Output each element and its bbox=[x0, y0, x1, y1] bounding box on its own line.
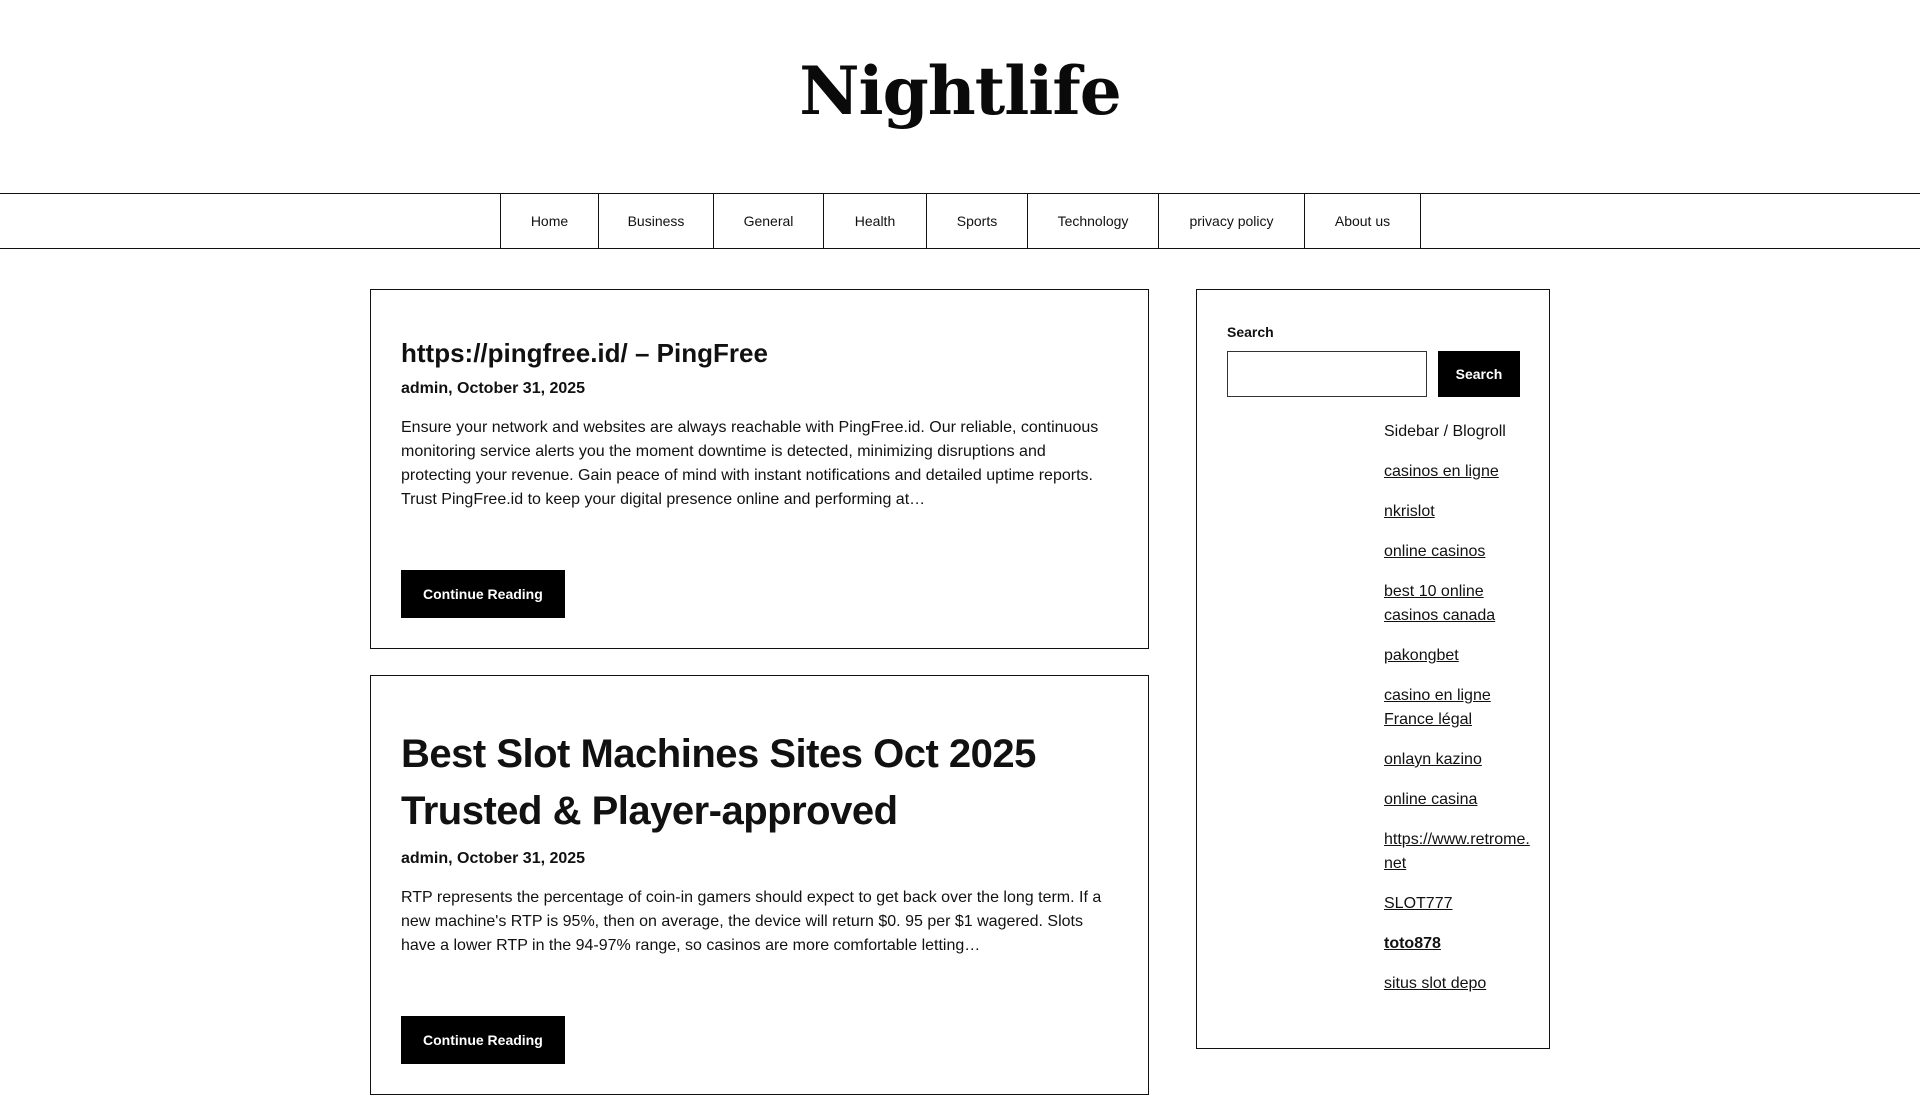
nav-item-home[interactable]: Home bbox=[501, 194, 599, 248]
continue-reading-button[interactable]: Continue Reading bbox=[401, 570, 565, 618]
post-list bbox=[370, 289, 1149, 1095]
post-excerpt: RTP represents the percentage of coin-in gamers should expect to get back over the long term. If a new machine's RTP is 95%, then on average, the device will return $0. 95 per $1 wagered. Slots have a lower RTP in the 94-97% range, so casinos are more comfortable letting… bbox=[401, 889, 1102, 954]
blogroll-link bbox=[1384, 540, 1534, 564]
site-title[interactable]: Nightlife bbox=[799, 52, 1121, 130]
blogroll-link-toto878[interactable]: toto878 bbox=[1384, 935, 1441, 952]
blogroll-link bbox=[1384, 748, 1534, 772]
site-header bbox=[0, 0, 1920, 193]
blogroll-link bbox=[1384, 828, 1534, 876]
continue-reading-button[interactable]: Continue Reading bbox=[401, 1016, 565, 1064]
search-button[interactable]: Search bbox=[1438, 351, 1520, 397]
blogroll-link-online-casina[interactable]: online casina bbox=[1384, 791, 1478, 808]
blogroll-link bbox=[1384, 460, 1534, 484]
nav-item-privacy-policy[interactable]: privacy policy bbox=[1159, 194, 1305, 248]
blogroll-link bbox=[1384, 892, 1534, 916]
blogroll-link-pakongbet[interactable]: pakongbet bbox=[1384, 647, 1459, 664]
blogroll-link bbox=[1384, 684, 1534, 732]
nav-item-technology[interactable]: Technology bbox=[1028, 194, 1159, 248]
search-input[interactable] bbox=[1227, 351, 1427, 397]
nav-item-sports[interactable]: Sports bbox=[927, 194, 1028, 248]
blogroll-link-onlayn-kazino[interactable]: onlayn kazino bbox=[1384, 751, 1482, 768]
nav-item-about-us[interactable]: About us bbox=[1305, 194, 1421, 248]
search-label: Search bbox=[1227, 324, 1274, 340]
nav-item-health[interactable]: Health bbox=[824, 194, 927, 248]
post-card bbox=[370, 289, 1149, 649]
blogroll-link bbox=[1384, 932, 1534, 956]
blogroll-link-slot777[interactable]: SLOT777 bbox=[1384, 895, 1453, 912]
blogroll-link-casinos-en-ligne[interactable]: casinos en ligne bbox=[1384, 463, 1499, 480]
post-card bbox=[370, 675, 1149, 1095]
blogroll-link bbox=[1384, 500, 1534, 524]
blogroll-link bbox=[1384, 644, 1534, 668]
sidebar bbox=[1196, 289, 1550, 1049]
blogroll-link-casino-en-ligne-france[interactable]: casino en ligne France légal bbox=[1384, 687, 1491, 728]
nav-menu bbox=[500, 194, 1421, 248]
blogroll-list bbox=[1384, 420, 1534, 1012]
post-meta: admin, October 31, 2025 bbox=[401, 380, 586, 397]
blogroll-link bbox=[1384, 788, 1534, 812]
blogroll-link-online-casinos[interactable]: online casinos bbox=[1384, 543, 1486, 560]
nav-item-business[interactable]: Business bbox=[599, 194, 714, 248]
blogroll-link-nkrislot[interactable]: nkrislot bbox=[1384, 503, 1435, 520]
post-title[interactable]: Best Slot Machines Sites Oct 2025 Trusted & Player-approved bbox=[401, 732, 1036, 833]
blogroll-link bbox=[1384, 972, 1534, 996]
post-excerpt: Ensure your network and websites are always reachable with PingFree.id. Our reliable, continuous monitoring service alerts you the moment downtime is detected, minimizing disruptions and protecting your revenue. Gain peace of mind with instant notifications and detailed uptime reports. Trust PingFree.id to keep your digital presence online and performing at… bbox=[401, 419, 1099, 508]
nav-item-general[interactable]: General bbox=[714, 194, 824, 248]
post-meta: admin, October 31, 2025 bbox=[401, 850, 586, 867]
blogroll-heading: Sidebar / Blogroll bbox=[1384, 423, 1506, 440]
blogroll-link-situs-slot-depo[interactable]: situs slot depo bbox=[1384, 975, 1487, 992]
main-navigation bbox=[0, 193, 1920, 249]
blogroll-link-best-10-online-casinos-canada[interactable]: best 10 online casinos canada bbox=[1384, 583, 1496, 624]
blogroll-link-retrome[interactable]: https://www.retrome.net bbox=[1384, 831, 1530, 872]
blogroll-link bbox=[1384, 580, 1534, 628]
post-title[interactable]: https://pingfree.id/ – PingFree bbox=[401, 338, 768, 368]
